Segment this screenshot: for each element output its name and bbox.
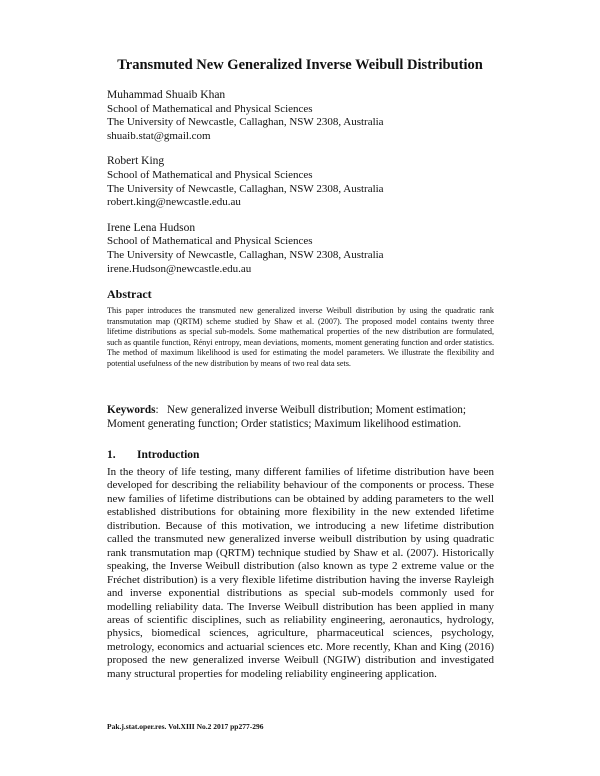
author-email: robert.king@newcastle.edu.au (107, 196, 241, 209)
author-name: Robert King (107, 155, 165, 168)
author-department: School of Mathematical and Physical Sciences (107, 235, 313, 248)
paper-title: Transmuted New Generalized Inverse Weibull Distribution (117, 57, 483, 73)
keywords-text: New generalized inverse Weibull distribution; Moment estimation; Moment generating function; Order statistics; Maximum likelihood estimation. (107, 404, 467, 431)
author-name: Irene Lena Hudson (107, 221, 196, 234)
abstract-heading: Abstract (107, 287, 152, 301)
author-university: The University of Newcastle, Callaghan, NSW 2308, Australia (107, 248, 384, 261)
author-department: School of Mathematical and Physical Sciences (107, 102, 313, 115)
author-department: School of Mathematical and Physical Sciences (107, 168, 313, 181)
keywords-separator: : (155, 404, 159, 416)
section-number: 1. (107, 449, 116, 461)
keywords (107, 403, 494, 431)
author-university: The University of Newcastle, Callaghan, NSW 2308, Australia (107, 182, 384, 195)
author-block (107, 222, 527, 276)
keywords-label: Keywords (107, 404, 156, 416)
author-university: The University of Newcastle, Callaghan, NSW 2308, Australia (107, 116, 384, 129)
author-email: irene.Hudson@newcastle.edu.au (107, 262, 252, 275)
author-name: Muhammad Shuaib Khan (107, 89, 226, 101)
author-email: shuaib.stat@gmail.com (107, 129, 211, 142)
section-title: Introduction (137, 449, 200, 461)
author-block (107, 89, 527, 143)
author-block (107, 155, 527, 209)
journal-footer: Pak.j.stat.oper.res. Vol.XIII No.2 2017 pp277-296 (107, 722, 264, 731)
section-heading-introduction (107, 449, 199, 461)
author-list (107, 89, 527, 288)
abstract-body: This paper introduces the transmuted new generalized inverse Weibull distribution by using the quadratic rank transmutation map (QRTM) scheme studied by Shaw et al. (2007). The proposed model contains twenty three lifetime distributions as special sub-models. Some mathematical properties of the new distribution are formulated, such as quantile function, Rényi entropy, mean deviations, moments, moment generating function and order statistics. The method of maximum likelihood is used for estimating the model parameters. We illustrate the flexibility and potential usefulness of the new distribution by means of two real data sets. (107, 306, 494, 368)
introduction-body: In the theory of life testing, many different families of lifetime distribution have been developed for describing the reliability behaviour of the components or process. These new families of lifetime distributions can be obtained by adding parameters to the well established distributions for obtaining more flexibility in the new extended lifetime distribution. Because of this motivation, we introducing a new lifetime distribution called the transmuted new generalized inverse weibull distribution by using quadratic rank transmutation map (QRTM) technique studied by Shaw et al. (2007). Historically speaking, the Inverse Weibull distribution (also known as type 2 extreme value or the Fréchet distribution) is a very flexible lifetime distribution having the inverse Rayleigh and inverse exponential distributions as special sub-models commonly used for modelling reliability data. The Inverse Weibull distribution has been applied in many areas of scientific disciplines, such as reliability engineering, aeronautics, hydrology, physics, biomedical sciences, agriculture, pharmaceutical sciences, psychology, metrology, economics and actuarial sciences etc. More recently, Khan and King (2016) proposed the new generalized inverse Weibull (NGIW) distribution and investigated many structural properties for modeling reliability engineering application. (107, 466, 494, 680)
